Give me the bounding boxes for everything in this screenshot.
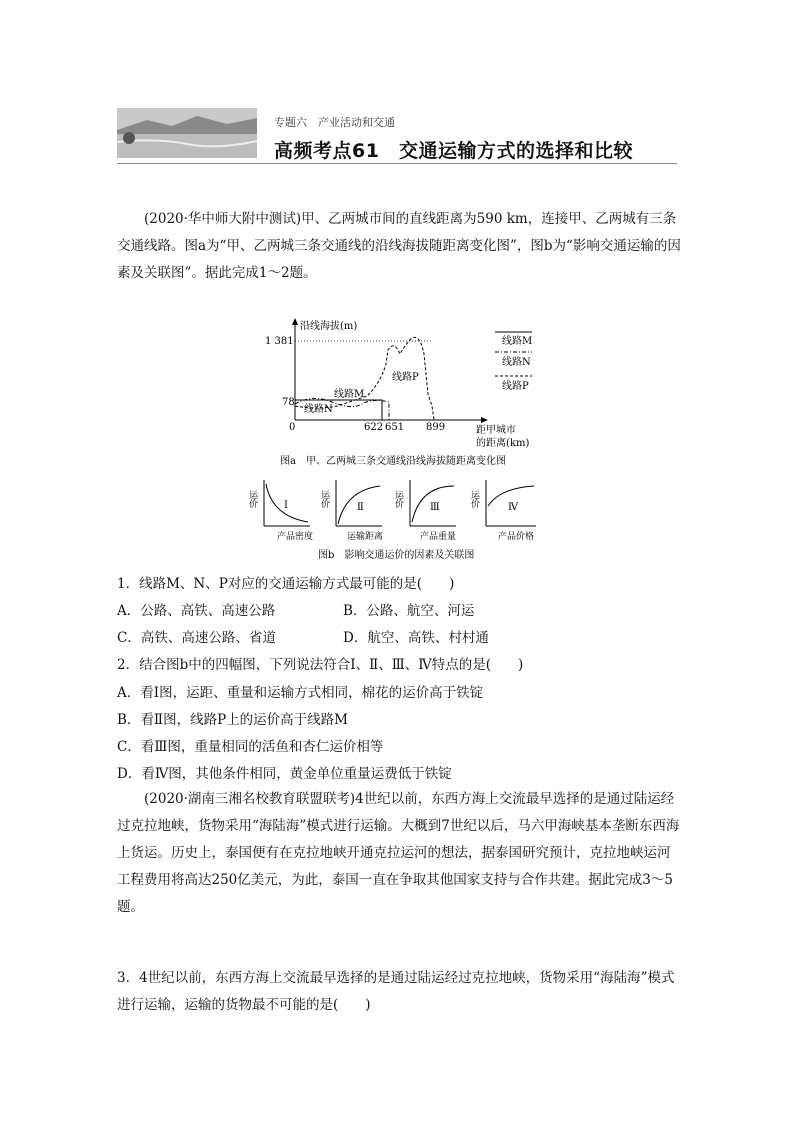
fig-b-chart-2 <box>319 480 383 542</box>
fig-a-xtick-622: 622 <box>364 422 384 433</box>
fig-b-xlabel-3: 产品重量 <box>420 532 457 542</box>
q1-stem: 1．线路M、N、P对应的交通运输方式最可能的是( ) <box>117 576 455 592</box>
fig-a-legend-m: 线路M <box>502 336 533 347</box>
fig-a-legend-n: 线路N <box>502 357 531 368</box>
figure-a-chart <box>262 314 552 474</box>
q2-option-a: A．看Ⅰ图，运距、重量和运输方式相同，棉花的运价高于铁锭 <box>117 685 484 701</box>
fig-b-ylabel-2: 运价 <box>319 490 329 508</box>
fig-b-xlabel-2: 运输距离 <box>347 532 384 542</box>
header-landscape-image <box>117 108 257 158</box>
intro-paragraph-2: (2020·湖南三湘名校教育联盟联考)4世纪以前，东西方海上交流最早选择的是通过陆运经过克拉地峡，货物采用“海陆海”模式进行运输。大概到7世纪以后，马六甲海峡基本垄断东西海上货运。历史上，泰国便有在克拉地峡开通克拉运河的想法，据泰国研究预计，克拉地峡运河工程费用将高达250亿美元，为此，泰国一直在争取其他国家支持与合作共建。据此完成3～5题。 <box>117 791 680 915</box>
fig-a-ytick-1381: 1 381 <box>265 336 294 347</box>
fig-a-ylabel: 沿线海拔(m) <box>300 321 358 332</box>
fig-b-ylabel-1: 运价 <box>247 490 257 508</box>
fig-a-label-m: 线路M <box>334 389 365 400</box>
fig-a-ytick-78: 78 <box>282 397 295 408</box>
page-title: 高频考点61 交通运输方式的选择和比较 <box>274 140 633 162</box>
fig-a-caption: 图a 甲、乙两城三条交通线沿线海拔随距离变化图 <box>280 456 506 467</box>
fig-a-xtick-899: 899 <box>426 422 446 433</box>
fig-b-roman-1: Ⅰ <box>284 500 288 511</box>
q2-option-b: B．看Ⅱ图，线路P上的运价高于线路M <box>117 712 349 728</box>
q2-option-c: C．看Ⅲ图，重量相同的活鱼和杏仁运价相等 <box>117 739 384 755</box>
header-divider <box>117 163 677 164</box>
q3-stem: 3．4世纪以前，东西方海上交流最早选择的是通过陆运经过克拉地峡，货物采用“海陆海”模式进行运输，运输的货物最不可能的是( ) <box>117 970 675 1013</box>
fig-b-roman-2: Ⅱ <box>357 502 364 513</box>
fig-b-caption: 图b 影响交通运价的因素及关联图 <box>318 550 475 561</box>
fig-b-chart-4 <box>469 480 536 542</box>
q1-option-d: D．航空、高铁、村村通 <box>343 630 489 646</box>
fig-b-ylabel-4: 运价 <box>469 490 479 508</box>
q1-option-c: C．高铁、高速公路、省道 <box>117 630 276 646</box>
fig-a-label-p: 线路P <box>392 372 419 383</box>
fig-a-origin: 0 <box>289 422 296 433</box>
fig-b-roman-4: Ⅳ <box>508 502 518 513</box>
fig-b-chart-3 <box>393 480 456 542</box>
fig-b-ylabel-3: 运价 <box>393 490 403 508</box>
fig-a-xtick-651: 651 <box>385 422 405 433</box>
fig-b-chart-1 <box>247 480 313 542</box>
q2-option-d: D．看Ⅳ图，其他条件相同，黄金单位重量运费低于铁锭 <box>117 766 452 782</box>
intro-paragraph-1: (2020·华中师大附中测试)甲、乙两城市间的直线距离为590 km，连接甲、乙两城有三条交通线路。图a为“甲、乙两城三条交通线的沿线海拔随距离变化图”，图b为“影响交通运输的因素及关联图”。据此完成1～2题。 <box>117 211 681 281</box>
fig-a-legend-p: 线路P <box>502 381 529 392</box>
q1-option-b: B．公路、航空、河运 <box>343 603 475 619</box>
fig-a-xlabel-1: 距甲城市 <box>476 425 516 436</box>
fig-a-label-n: 线路N <box>304 404 333 415</box>
figure-b-charts <box>247 476 552 564</box>
q1-option-a: A．公路、高铁、高速公路 <box>117 603 276 619</box>
q2-stem: 2．结合图b中的四幅图，下列说法符合Ⅰ、Ⅱ、Ⅲ、Ⅳ特点的是( ) <box>117 657 524 673</box>
fig-b-roman-3: Ⅲ <box>430 502 440 513</box>
fig-b-xlabel-4: 产品价格 <box>498 532 535 542</box>
topic-label: 专题六 产业活动和交通 <box>274 116 395 129</box>
fig-a-xlabel-2: 的距离(km) <box>476 438 530 449</box>
fig-b-xlabel-1: 产品密度 <box>277 532 314 542</box>
